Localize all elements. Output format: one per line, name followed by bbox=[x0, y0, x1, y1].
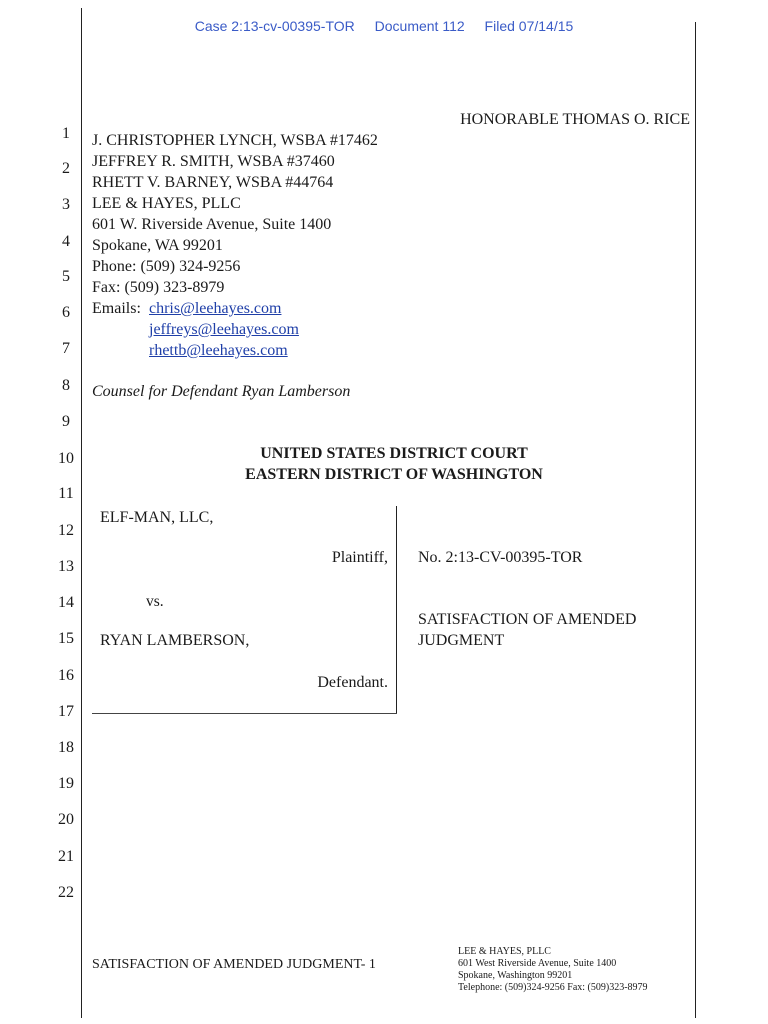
attorney-2: JEFFREY R. SMITH, WSBA #37460 bbox=[92, 153, 335, 170]
line-number: 20 bbox=[58, 811, 74, 828]
footer-city: Spokane, Washington 99201 bbox=[458, 970, 573, 981]
line-number: 13 bbox=[58, 558, 74, 575]
emails-label: Emails: bbox=[92, 300, 141, 317]
firm-name: LEE & HAYES, PLLC bbox=[92, 195, 241, 212]
defendant-name: RYAN LAMBERSON, bbox=[100, 632, 250, 649]
line-number: 5 bbox=[62, 268, 70, 285]
court-name: UNITED STATES DISTRICT COURT bbox=[260, 445, 528, 462]
document-title-line-1: SATISFACTION OF AMENDED bbox=[418, 611, 637, 628]
line-number: 14 bbox=[58, 594, 74, 611]
plaintiff-label: Plaintiff, bbox=[331, 549, 388, 566]
right-margin-line bbox=[695, 22, 696, 1018]
footer-address: 601 West Riverside Avenue, Suite 1400 bbox=[458, 958, 617, 969]
line-number: 22 bbox=[58, 884, 74, 901]
case-header bbox=[0, 18, 768, 34]
line-number: 15 bbox=[58, 630, 74, 647]
email-link-rhettb[interactable]: rhettb@leehayes.com bbox=[149, 342, 288, 359]
line-number: 16 bbox=[58, 667, 74, 684]
line-number: 1 bbox=[62, 125, 70, 142]
plaintiff-name: ELF-MAN, LLC, bbox=[100, 509, 214, 526]
court-district: EASTERN DISTRICT OF WASHINGTON bbox=[245, 466, 543, 483]
footer-phone: Telephone: (509)324-9256 Fax: (509)323-8979 bbox=[458, 982, 648, 993]
firm-phone: Phone: (509) 324-9256 bbox=[92, 258, 241, 275]
attorney-1: J. CHRISTOPHER LYNCH, WSBA #17462 bbox=[92, 132, 378, 149]
line-number: 4 bbox=[62, 233, 70, 250]
defendant-label: Defendant. bbox=[317, 674, 388, 691]
attorney-3: RHETT V. BARNEY, WSBA #44764 bbox=[92, 174, 334, 191]
case-number-caption: No. 2:13-CV-00395-TOR bbox=[418, 549, 583, 566]
line-number: 12 bbox=[58, 522, 74, 539]
footer-title: SATISFACTION OF AMENDED JUDGMENT- 1 bbox=[92, 957, 376, 972]
judge-name: HONORABLE THOMAS O. RICE bbox=[460, 111, 690, 128]
line-number: 18 bbox=[58, 739, 74, 756]
line-number: 6 bbox=[62, 304, 70, 321]
counsel-role: Counsel for Defendant Ryan Lamberson bbox=[92, 383, 351, 400]
line-number: 19 bbox=[58, 775, 74, 792]
line-number: 10 bbox=[58, 450, 74, 467]
line-number: 21 bbox=[58, 848, 74, 865]
filed-date: Filed 07/14/15 bbox=[484, 18, 574, 34]
line-number: 2 bbox=[62, 160, 70, 177]
caption-underline bbox=[92, 713, 397, 714]
firm-address-2: Spokane, WA 99201 bbox=[92, 237, 223, 254]
line-number: 17 bbox=[58, 703, 74, 720]
caption-divider bbox=[396, 506, 397, 714]
left-margin-line bbox=[81, 8, 82, 1018]
line-number: 7 bbox=[62, 340, 70, 357]
footer-firm: LEE & HAYES, PLLC bbox=[458, 946, 551, 957]
line-number: 3 bbox=[62, 196, 70, 213]
email-link-jeffreys[interactable]: jeffreys@leehayes.com bbox=[149, 321, 299, 338]
line-number: 11 bbox=[58, 485, 74, 502]
line-number: 9 bbox=[62, 413, 70, 430]
email-link-chris[interactable]: chris@leehayes.com bbox=[149, 300, 282, 317]
firm-fax: Fax: (509) 323-8979 bbox=[92, 279, 225, 296]
case-number: Case 2:13-cv-00395-TOR bbox=[194, 18, 355, 34]
document-number: Document 112 bbox=[374, 18, 465, 34]
line-number: 8 bbox=[62, 377, 70, 394]
document-title-line-2: JUDGMENT bbox=[418, 632, 505, 649]
versus: vs. bbox=[146, 593, 164, 610]
firm-address-1: 601 W. Riverside Avenue, Suite 1400 bbox=[92, 216, 332, 233]
